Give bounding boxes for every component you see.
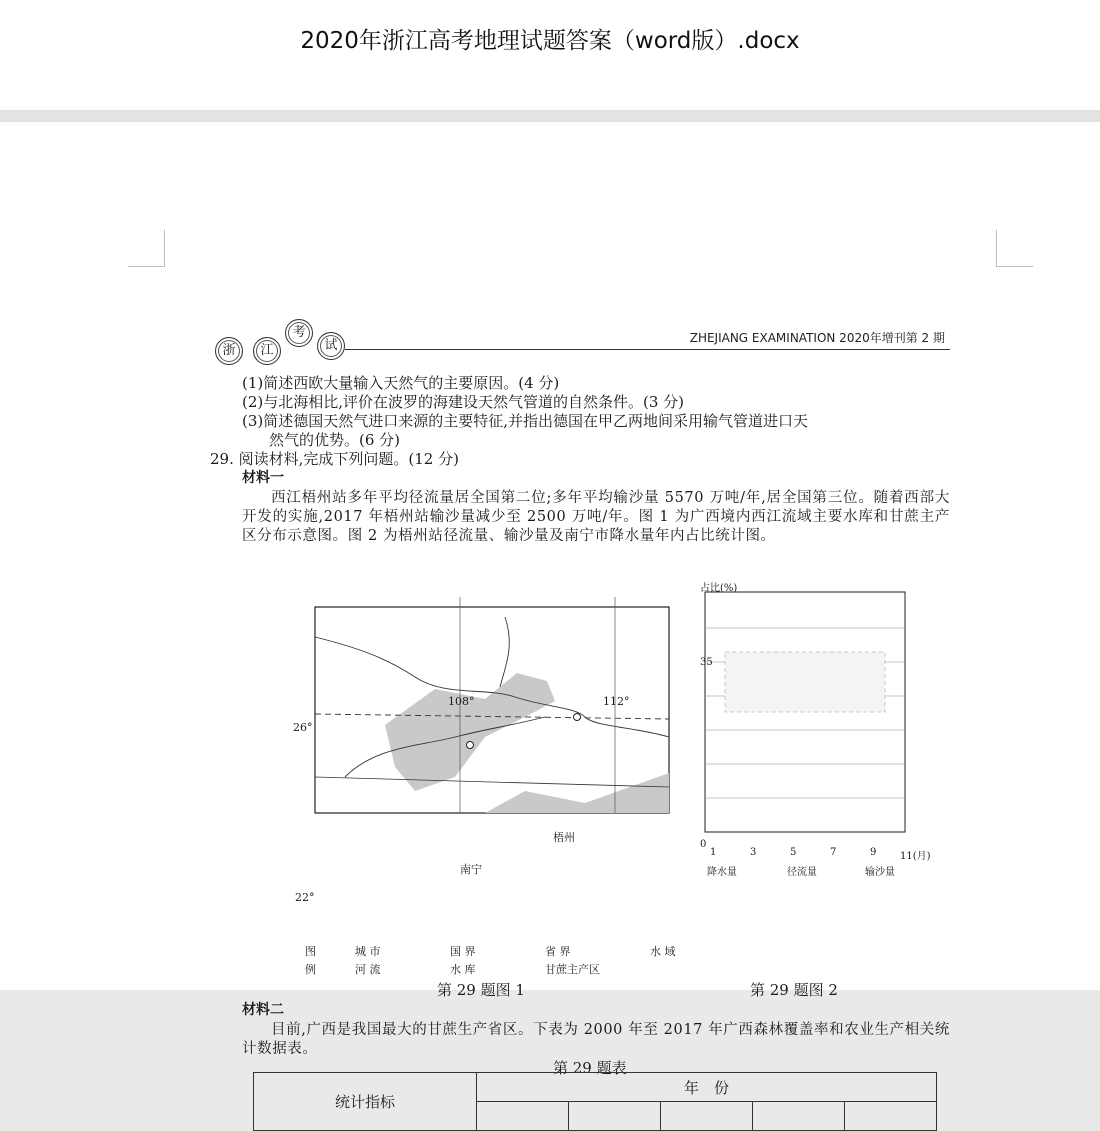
question-line: 然气的优势。(6 分)	[269, 431, 401, 449]
figure-caption: 第 29 题图 1	[437, 981, 525, 999]
chart-legend-item: 降水量	[707, 867, 737, 878]
chart-y-tick: 0	[700, 839, 707, 850]
legend-item: 甘蔗主产区	[545, 963, 600, 976]
journal-header: ZHEJIANG EXAMINATION 2020年增刊第 2 期	[689, 331, 945, 345]
lon-label: 108°	[448, 695, 475, 708]
chart-legend-item: 输沙量	[865, 867, 895, 878]
seal-char: 试	[317, 332, 345, 360]
scanned-exam-page	[205, 317, 955, 1111]
crop-mark-right	[996, 230, 1033, 267]
lon-label: 112°	[603, 695, 630, 708]
city-label: 梧州	[553, 831, 575, 844]
chart-x-tick: 3	[750, 847, 757, 858]
material-label: 材料一	[242, 470, 284, 486]
table-group-header: 年 份	[477, 1073, 937, 1102]
header-rule	[345, 349, 950, 350]
seal-char: 考	[285, 319, 313, 347]
chart-figure	[695, 572, 955, 852]
legend-item: 省 界	[545, 945, 571, 958]
figure-caption: 第 29 题图 2	[750, 981, 838, 999]
material-label: 材料二	[242, 1002, 284, 1018]
question-line: (2)与北海相比,评价在波罗的海建设天然气管道的自然条件。(3 分)	[242, 393, 685, 411]
ruler-strip	[0, 110, 1100, 122]
document-page[interactable]	[0, 122, 1100, 1111]
chart-x-tick: 9	[870, 847, 877, 858]
chart-x-tick: 7	[830, 847, 837, 858]
title-bar	[0, 0, 1100, 110]
statistics-table	[253, 1072, 937, 1131]
city-marker	[574, 714, 581, 721]
legend-item: 城 市	[355, 945, 381, 958]
question-line: (3)简述德国天然气进口来源的主要特征,并指出德国在甲乙两地间采用输气管道进口天	[242, 412, 809, 430]
legend-item: 水 库	[450, 963, 476, 976]
crop-mark-left	[128, 230, 165, 267]
document-title: 2020年浙江高考地理试题答案（word版）.docx	[300, 28, 800, 54]
lat-label: 22°	[295, 891, 315, 904]
seal-char: 浙	[215, 337, 243, 365]
material-text: 目前,广西是我国最大的甘蔗生产省区。下表为 2000 年至 2017 年广西森林覆盖率和农业生产相关统计数据表。	[242, 1022, 950, 1057]
lat-label: 26°	[293, 721, 313, 734]
chart-x-tick: 1	[710, 847, 717, 858]
city-marker	[467, 742, 474, 749]
chart-y-title: 占比(%)	[700, 583, 738, 594]
material-text: 西江梧州站多年平均径流量居全国第二位;多年平均输沙量 5570 万吨/年,居全国第三位。随着西部大开发的实施,2017 年梧州站输沙量减少至 2500 万吨/年。图 1 为广西境内西江流域主要水库和甘蔗主产区分布示意图。图 2 为梧州站径流量、输沙量及南宁市降水量年内占比统计图。	[242, 490, 950, 544]
chart-legend-item: 径流量	[787, 867, 817, 878]
legend-title: 例	[305, 963, 316, 976]
city-label: 南宁	[460, 863, 482, 876]
question-line: (1)简述西欧大量输入天然气的主要原因。(4 分)	[242, 374, 560, 392]
seal-char: 江	[253, 337, 281, 365]
chart-y-tick: 35	[700, 657, 713, 668]
legend-item: 国 界	[450, 945, 476, 958]
chart-x-tick: 11(月)	[900, 851, 931, 862]
table-header-cell: 统计指标	[254, 1073, 477, 1131]
map-figure	[285, 577, 705, 877]
chart-x-tick: 5	[790, 847, 797, 858]
legend-item: 河 流	[355, 963, 381, 976]
legend-item: 水 域	[650, 945, 676, 958]
legend-title: 图	[305, 945, 316, 958]
table-caption: 第 29 题表	[553, 1059, 627, 1077]
question-stem: 29. 阅读材料,完成下列问题。(12 分)	[210, 450, 459, 468]
